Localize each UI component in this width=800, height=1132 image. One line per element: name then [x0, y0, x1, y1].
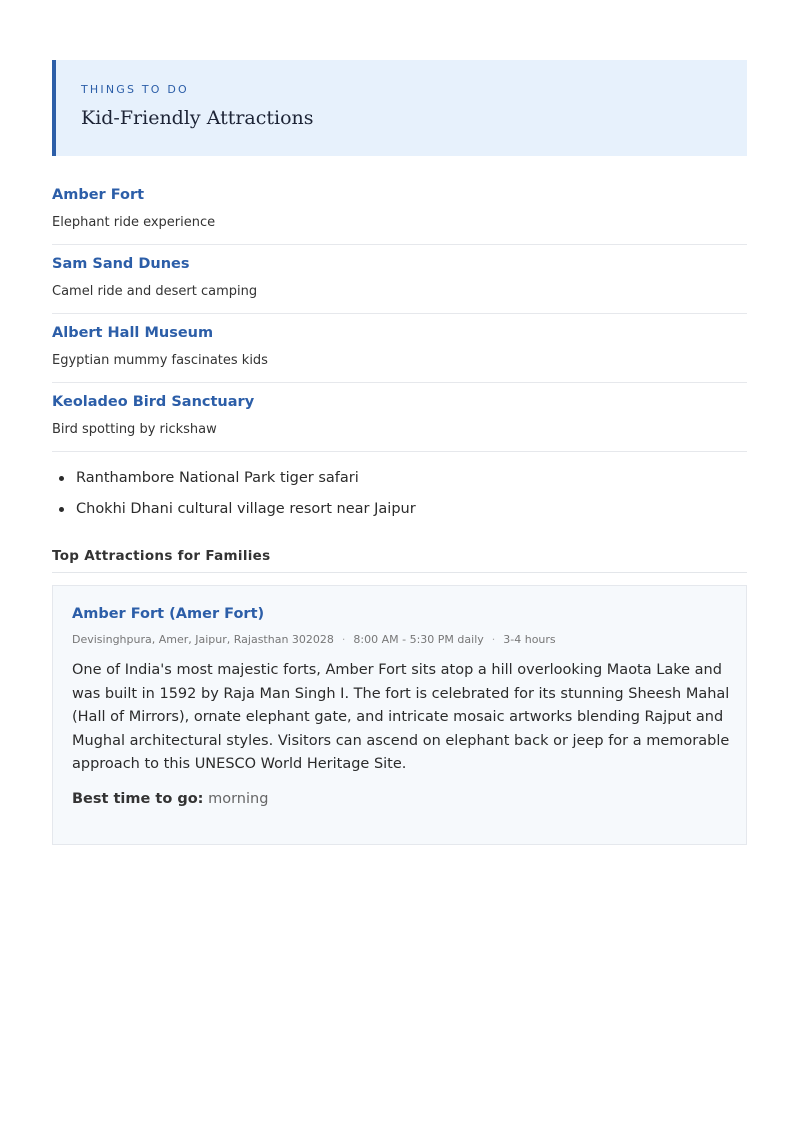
- attraction-name[interactable]: Albert Hall Museum: [52, 325, 214, 341]
- attraction-name[interactable]: Amber Fort: [52, 187, 145, 203]
- card-address: Devisinghpura, Amer, Jaipur, Rajasthan 302028: [72, 633, 334, 646]
- meta-separator: ·: [491, 633, 496, 646]
- list-item: [52, 245, 747, 314]
- attraction-name[interactable]: Sam Sand Dunes: [52, 256, 190, 272]
- best-time: [72, 791, 268, 807]
- attraction-list: [52, 176, 747, 452]
- section-kicker: THINGS TO DO: [81, 83, 189, 96]
- attraction-description: Egyptian mummy fascinates kids: [52, 353, 268, 368]
- attraction-description: Elephant ride experience: [52, 215, 216, 230]
- hero-banner: [52, 60, 747, 156]
- best-time-label: Best time to go:: [72, 791, 204, 807]
- attraction-card: [52, 585, 747, 845]
- list-item: [52, 176, 747, 245]
- attraction-description: Camel ride and desert camping: [52, 284, 258, 299]
- attraction-name[interactable]: Keoladeo Bird Sanctuary: [52, 394, 255, 410]
- card-duration: 3-4 hours: [503, 633, 556, 646]
- card-title[interactable]: Amber Fort (Amer Fort): [72, 606, 265, 622]
- card-hours: 8:00 AM - 5:30 PM daily: [353, 633, 484, 646]
- page-title: Kid-Friendly Attractions: [81, 107, 314, 129]
- bullet-item: Ranthambore National Park tiger safari: [52, 466, 416, 497]
- list-item: [52, 383, 747, 452]
- attraction-description: Bird spotting by rickshaw: [52, 422, 217, 437]
- section-heading: Top Attractions for Families: [52, 548, 747, 573]
- extra-attractions-list: [52, 466, 416, 528]
- bullet-item: Chokhi Dhani cultural village resort near Jaipur: [52, 497, 416, 528]
- meta-separator: ·: [341, 633, 346, 646]
- card-meta: [72, 633, 556, 646]
- best-time-value: morning: [208, 791, 269, 807]
- card-description: One of India's most majestic forts, Amber Fort sits atop a hill overlooking Maota Lake and was built in 1592 by Raja Man Singh I. The fort is celebrated for its stunning Sheesh Mahal (Hall of Mirrors), ornate elephant gate, and intricate mosaic artworks blending Rajput and Mughal architectural styles. Visitors can ascend on elephant back or jeep for a memorable approach to this UNESCO World Heritage Site.: [72, 662, 730, 772]
- list-item: [52, 314, 747, 383]
